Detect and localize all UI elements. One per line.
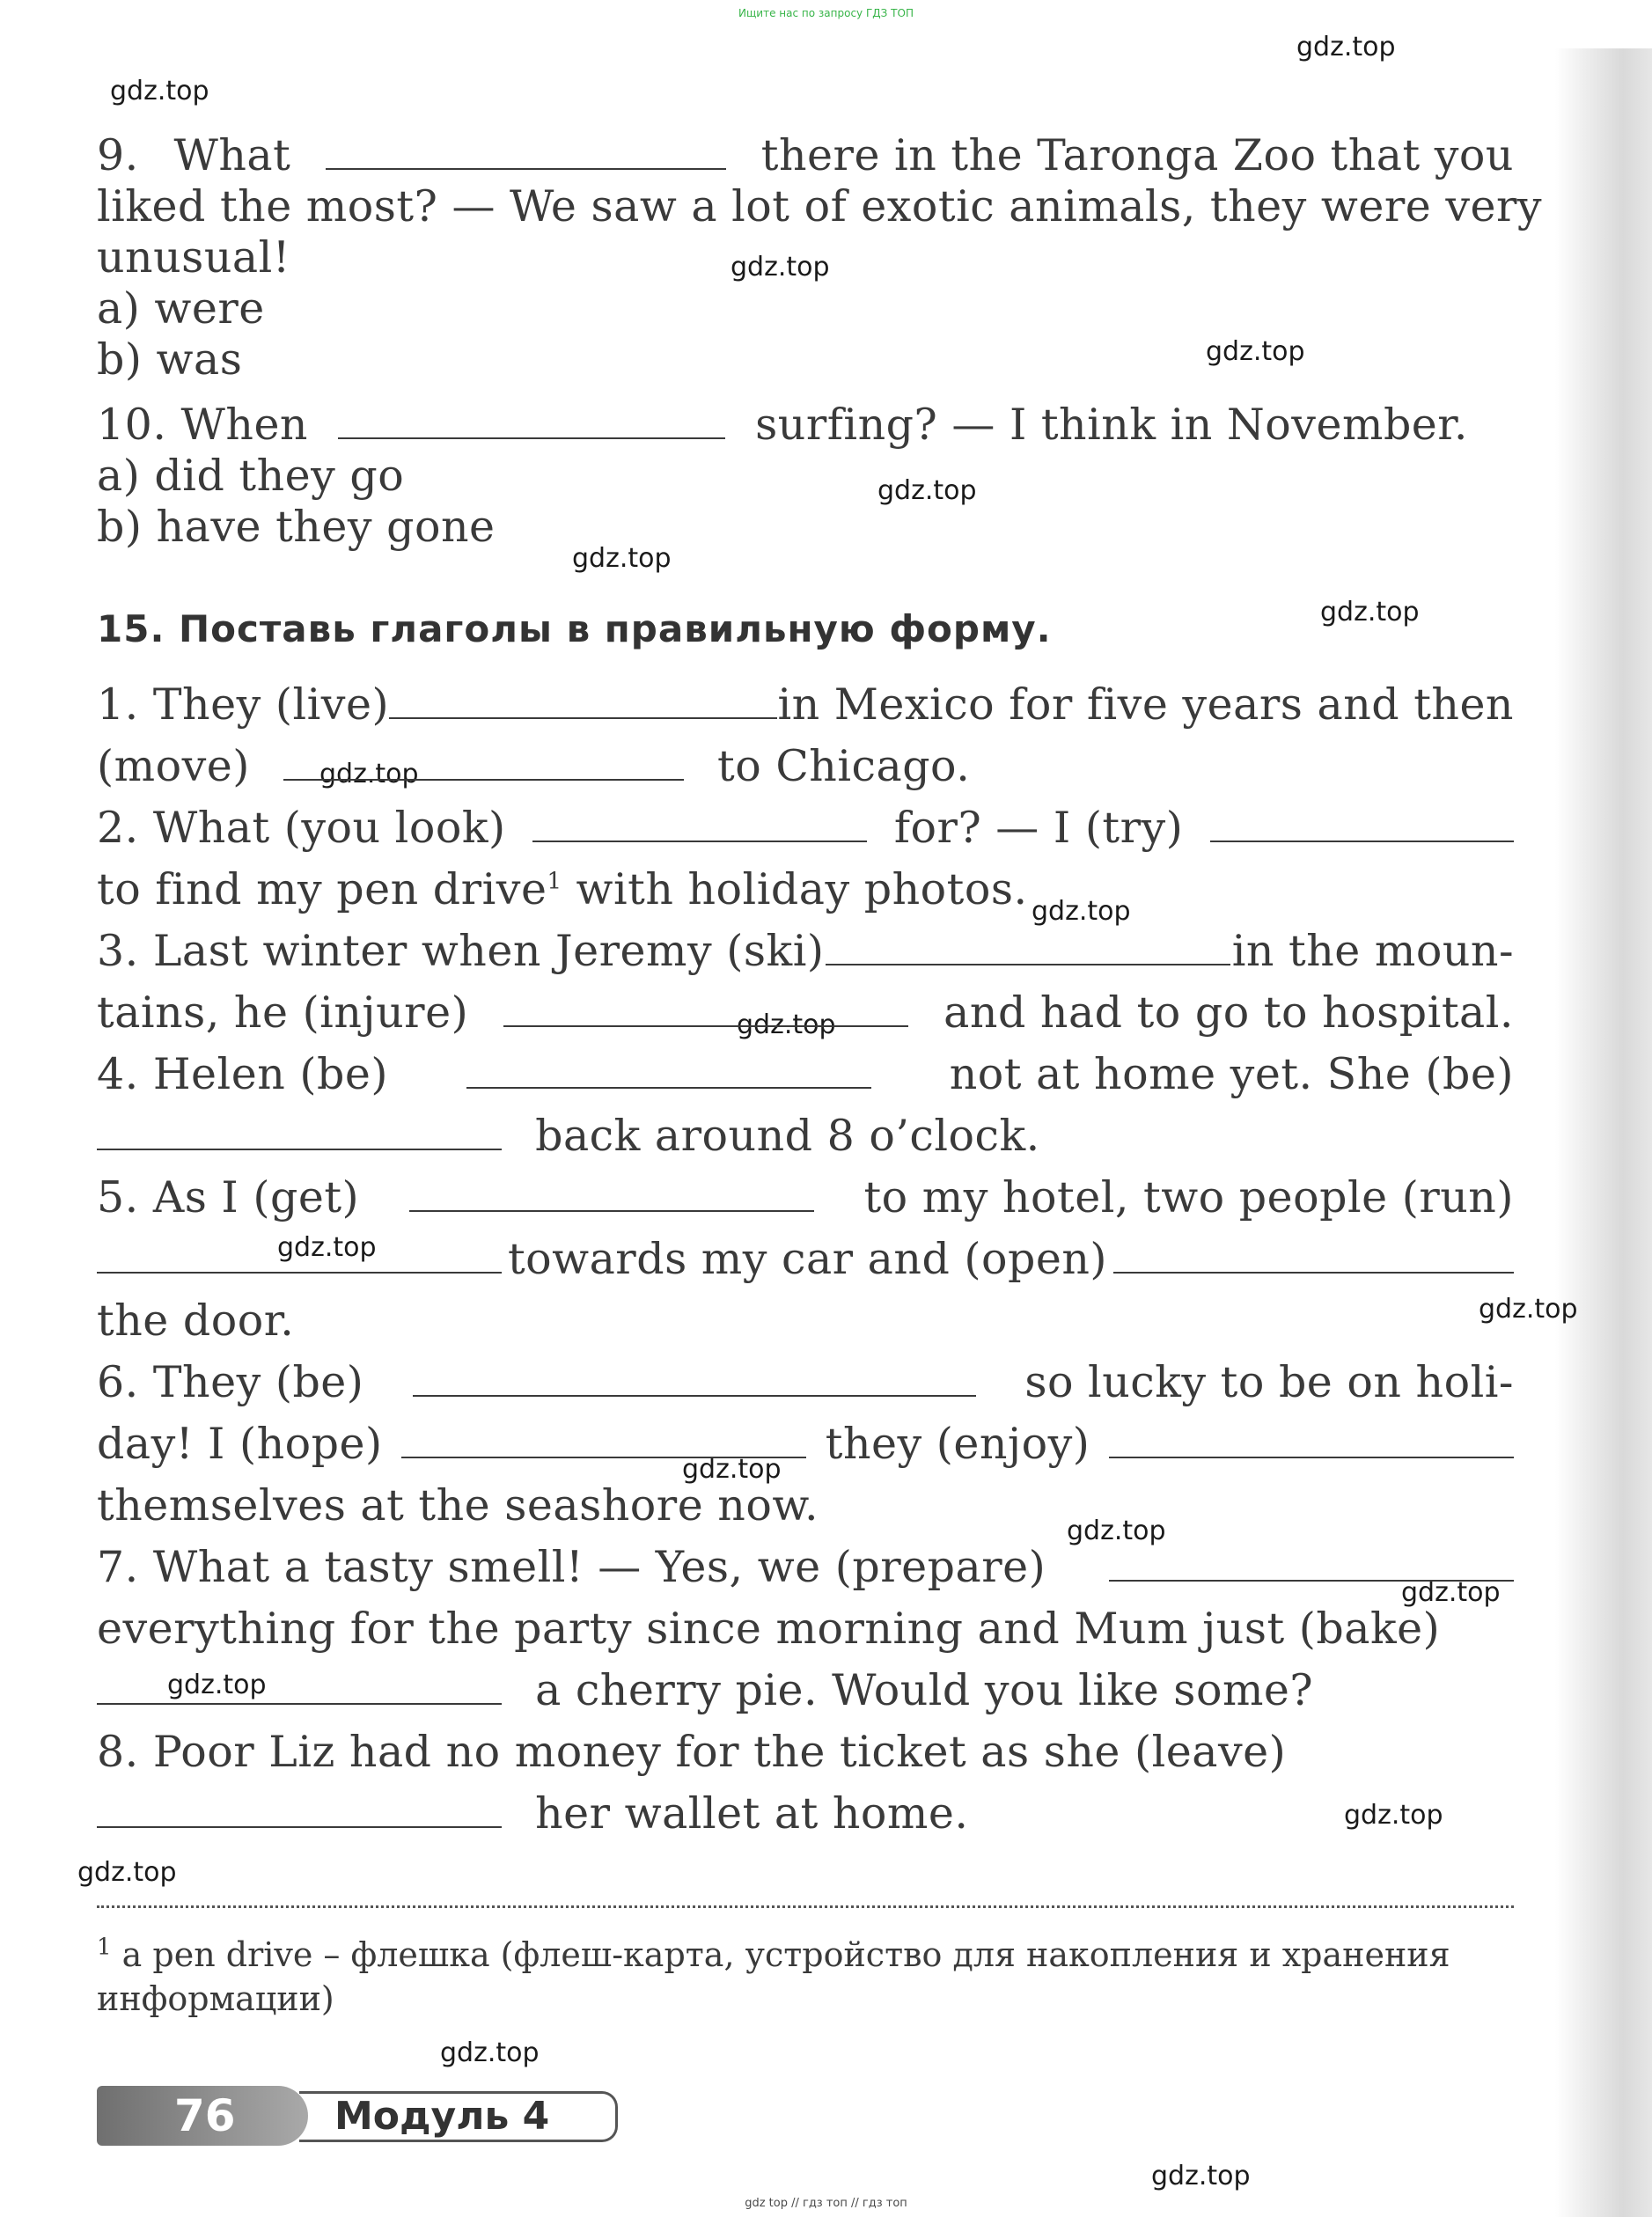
sentence-7-line-3 <box>97 1665 1514 1716</box>
sentence-1-text-b: in Mexico for five years and then <box>777 679 1514 730</box>
q9-line-3: unusual! <box>97 232 290 283</box>
q9-text-b: there in the Taronga Zoo that you <box>760 130 1514 180</box>
sentence-4-line-2 <box>97 1111 1514 1162</box>
module-label: Модуль 4 <box>299 2091 618 2142</box>
sentence-2-text-d: with holiday photos. <box>562 864 1028 914</box>
sentence-8-line-2 <box>97 1788 1514 1839</box>
watermark: gdz.top <box>737 1009 836 1040</box>
watermark: gdz.top <box>1206 336 1305 367</box>
sentence-7-blank-2[interactable] <box>97 1671 502 1705</box>
watermark: gdz.top <box>682 1454 782 1485</box>
sentence-6-text-b: so lucky to be on holi- <box>1024 1357 1514 1407</box>
watermark: gdz.top <box>440 2037 540 2068</box>
watermark: gdz.top <box>1296 32 1396 62</box>
sentence-6-text-a: 6. They (be) <box>97 1357 364 1407</box>
sentence-5-text-c: towards my car and (open) <box>507 1234 1108 1284</box>
sentence-7-blank-1[interactable] <box>1109 1548 1514 1582</box>
sentence-7-line-1 <box>97 1542 1514 1593</box>
watermark: gdz.top <box>1320 597 1420 628</box>
sentence-8-line-1: 8. Poor Liz had no money for the ticket as she (leave) <box>97 1727 1287 1777</box>
q9-line-2: liked the most? — We saw a lot of exotic animals, they were very <box>97 181 1543 231</box>
sentence-2-line-2 <box>97 864 1514 915</box>
sentence-3-text-a: 3. Last winter when Jeremy (ski) <box>97 926 825 976</box>
watermark: gdz.top <box>319 759 419 789</box>
watermark: gdz.top <box>731 252 830 283</box>
page-edge-shadow <box>1555 48 1652 2217</box>
watermark: gdz.top <box>1032 896 1131 927</box>
footnote-number: 1 <box>97 1934 112 1961</box>
sentence-3-line-2 <box>97 987 1514 1039</box>
q9-option-b[interactable]: b) was <box>97 334 243 385</box>
sentence-6-line-2 <box>97 1419 1514 1470</box>
sentence-6-line-3: themselves at the seashore now. <box>97 1480 819 1531</box>
watermark: gdz.top <box>1067 1516 1166 1546</box>
sentence-1-blank-1[interactable] <box>389 686 777 719</box>
q9-text-a: What <box>173 130 291 180</box>
watermark: gdz.top <box>572 543 672 574</box>
watermark: gdz.top <box>1479 1294 1578 1325</box>
sentence-8-blank-1[interactable] <box>97 1795 502 1828</box>
sentence-3-text-b: in the moun- <box>1231 926 1514 976</box>
sentence-5-text-b: to my hotel, two people (run) <box>863 1172 1514 1222</box>
watermark: gdz.top <box>877 475 977 506</box>
sentence-3-text-c: tains, he (injure) <box>97 987 469 1038</box>
sentence-5-blank-2[interactable] <box>97 1240 502 1274</box>
sentence-4-blank-1[interactable] <box>466 1055 871 1089</box>
watermark: gdz.top <box>1344 1800 1443 1831</box>
q9-option-a[interactable]: a) were <box>97 283 265 334</box>
watermark: gdz.top <box>277 1232 377 1263</box>
sentence-1-blank-2[interactable] <box>283 747 684 781</box>
q10-option-b[interactable]: b) have they gone <box>97 502 496 552</box>
sentence-4-text-b: not at home yet. She (be) <box>949 1049 1514 1099</box>
sentence-5-text-a: 5. As I (get) <box>97 1172 360 1222</box>
sentence-1-text-c: (move) <box>97 741 250 791</box>
sentence-2-line-1 <box>97 803 1514 854</box>
sentence-1-line-1 <box>97 679 1514 730</box>
sentence-4-blank-2[interactable] <box>97 1117 502 1150</box>
sentence-7-text-c: a cherry pie. Would you like some? <box>535 1665 1314 1715</box>
footnote-line-1 <box>97 1933 1514 1977</box>
sentence-2-text-a: 2. What (you look) <box>97 803 506 853</box>
sentence-1-text-a: 1. They (live) <box>97 679 390 730</box>
sentence-3-text-d: and had to go to hospital. <box>943 987 1514 1038</box>
q10-text-b: surfing? — I think in November. <box>755 400 1468 450</box>
footnote-text-1: a pen drive – флешка (флеш-карта, устройство для накопления и хранения <box>121 1935 1450 1974</box>
sentence-3-line-1 <box>97 926 1514 977</box>
sentence-6-line-1 <box>97 1357 1514 1408</box>
footnote-divider <box>97 1905 1514 1908</box>
q10-blank[interactable] <box>338 406 725 439</box>
q10-text-a: When <box>180 400 308 450</box>
sentence-4-line-1 <box>97 1049 1514 1100</box>
exercise-15-heading: 15. Поставь глаголы в правильную форму. <box>97 607 1052 650</box>
sentence-5-line-3: the door. <box>97 1296 295 1346</box>
sentence-5-line-2 <box>97 1234 1514 1285</box>
sentence-6-blank-3[interactable] <box>1109 1425 1514 1458</box>
q10-option-a[interactable]: a) did they go <box>97 451 405 501</box>
sentence-6-text-d: they (enjoy) <box>825 1419 1090 1469</box>
watermark: gdz.top <box>1401 1577 1501 1608</box>
watermark: gdz.top <box>110 76 209 106</box>
sentence-5-blank-3[interactable] <box>1113 1240 1514 1274</box>
watermark: gdz.top <box>1151 2161 1251 2191</box>
sentence-6-blank-2[interactable] <box>401 1425 806 1458</box>
sentence-8-text-b: her wallet at home. <box>535 1788 969 1839</box>
sentence-1-line-2 <box>97 741 1514 792</box>
sentence-4-text-a: 4. Helen (be) <box>97 1049 388 1099</box>
sentence-5-line-1 <box>97 1172 1514 1223</box>
q10-number: 10. <box>97 400 167 450</box>
sentence-6-blank-1[interactable] <box>413 1363 976 1397</box>
watermark: gdz.top <box>167 1670 267 1700</box>
sentence-5-blank-1[interactable] <box>409 1178 814 1212</box>
footnote-marker: 1 <box>547 868 562 895</box>
sentence-2-blank-2[interactable] <box>1210 809 1514 842</box>
top-banner: Ищите нас по запросу ГДЗ ТОП <box>738 7 914 19</box>
sentence-3-blank-1[interactable] <box>826 932 1230 965</box>
q9-number: 9. <box>97 130 139 180</box>
q9-line-1 <box>97 130 1514 181</box>
page-tab <box>97 2086 620 2146</box>
sentence-2-blank-1[interactable] <box>532 809 867 842</box>
sentence-3-blank-2[interactable] <box>503 994 908 1027</box>
footnote-line-2: информации) <box>97 1979 334 2018</box>
page-number: 76 <box>97 2086 308 2146</box>
sentence-6-text-c: day! I (hope) <box>97 1419 383 1469</box>
sentence-2-text-b: for? — I (try) <box>893 803 1184 853</box>
sentence-2-text-c: to find my pen drive <box>97 864 547 914</box>
sentence-1-text-d: to Chicago. <box>717 741 971 791</box>
q10-line-1 <box>97 400 1514 451</box>
q9-blank[interactable] <box>326 136 726 170</box>
watermark: gdz.top <box>77 1857 177 1888</box>
sentence-4-text-c: back around 8 o’clock. <box>535 1111 1040 1161</box>
sentence-7-text-a: 7. What a tasty smell! — Yes, we (prepare) <box>97 1542 1046 1592</box>
footer-links[interactable]: gdz top // гдз топ // гдз топ <box>745 2197 907 2210</box>
sentence-7-line-2: everything for the party since morning and Mum just (bake) <box>97 1604 1441 1654</box>
